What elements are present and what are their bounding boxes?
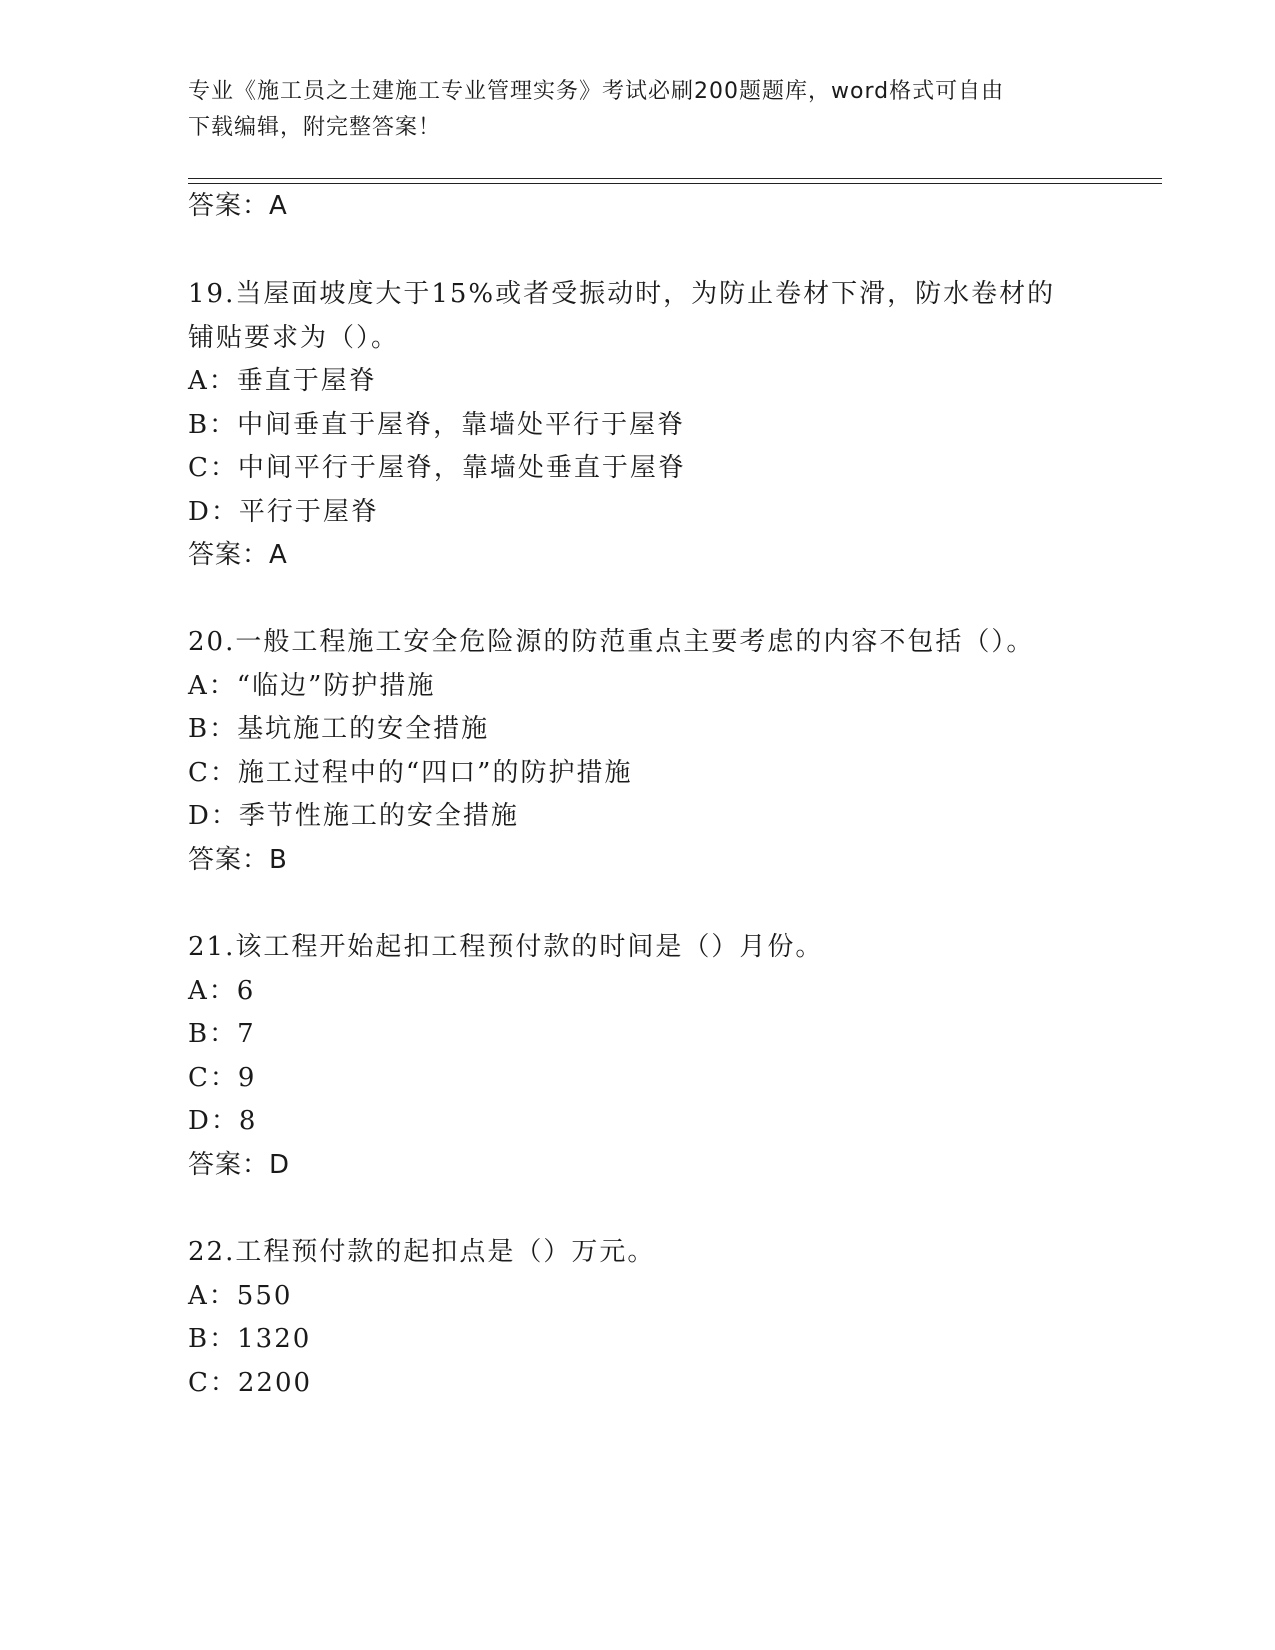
header-rule-top — [188, 178, 1162, 179]
question-21-option-a: A：6 — [188, 976, 256, 1006]
question-19-option-d: D：平行于屋脊 — [188, 497, 379, 527]
question-21-option-b: B：7 — [188, 1019, 256, 1049]
question-19-stem-2: 铺贴要求为（）。 — [188, 323, 400, 353]
header-line-2: 下载编辑，附完整答案！ — [188, 115, 442, 140]
header-rule-bottom — [188, 183, 1162, 184]
question-22-option-a: A：550 — [188, 1281, 293, 1311]
question-20-option-d: D：季节性施工的安全措施 — [188, 801, 519, 831]
question-20-stem: 20.一般工程施工安全危险源的防范重点主要考虑的内容不包括（）。 — [188, 627, 1035, 657]
header-line-1: 专业《施工员之土建施工专业管理实务》考试必刷200题题库，word格式可自由 — [188, 79, 1005, 104]
question-21-option-d: D：8 — [188, 1106, 258, 1136]
question-22-stem: 22.工程预付款的起扣点是（）万元。 — [188, 1237, 656, 1267]
question-19-answer: 答案：A — [188, 540, 288, 570]
question-20-option-c: C：施工过程中的“四口”的防护措施 — [188, 758, 633, 788]
question-20-option-b: B：基坑施工的安全措施 — [188, 714, 490, 744]
document-header — [188, 74, 1088, 146]
question-21-stem: 21.该工程开始起扣工程预付款的时间是（）月份。 — [188, 932, 824, 962]
question-19-stem-1: 19.当屋面坡度大于15%或者受振动时，为防止卷材下滑，防水卷材的 — [188, 279, 1056, 309]
question-19-option-a: A：垂直于屋脊 — [188, 366, 377, 396]
question-22-option-b: B：1320 — [188, 1324, 312, 1354]
question-22-option-c: C：2200 — [188, 1368, 313, 1398]
question-19-option-b: B：中间垂直于屋脊，靠墙处平行于屋脊 — [188, 410, 686, 440]
question-20-option-a: A：“临边”防护措施 — [188, 671, 436, 701]
answer-prev: 答案：A — [188, 191, 288, 221]
question-21-option-c: C：9 — [188, 1063, 257, 1093]
question-20-answer: 答案：B — [188, 845, 288, 875]
question-19-option-c: C：中间平行于屋脊，靠墙处垂直于屋脊 — [188, 453, 686, 483]
question-21-answer: 答案：D — [188, 1150, 291, 1180]
